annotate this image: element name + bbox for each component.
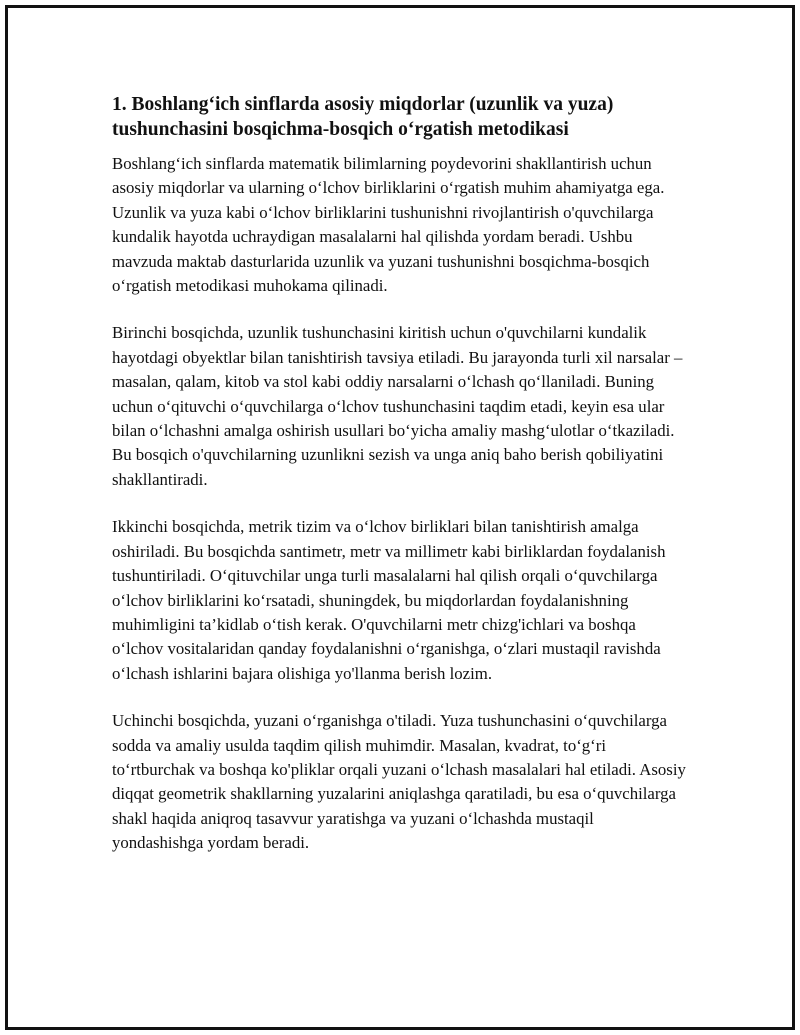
- paragraph-intro: Boshlang‘ich sinflarda matematik bilimlarning poydevorini shakllantirish uchun asosiy miqdorlar va ularning o‘lchov birliklarini o‘rgatish muhim ahamiyatga ega. Uzunlik va yuza kabi o‘lchov birliklarini tushunishni rivojlantirish o'quvchilarga kundalik hayotda uchraydigan masalalarni hal qilishda yordam beradi. Ushbu mavzuda maktab dasturlarida uzunlik va yuzani tushunishni bosqichma-bosqich o‘rgatish metodikasi muhokama qilinadi.: [112, 154, 665, 296]
- document-body: [112, 92, 687, 879]
- section-title: 1. Boshlang‘ich sinflarda asosiy miqdorlar (uzunlik va yuza) tushunchasini bosqichma-bosqich o‘rgatish metodikasi: [112, 94, 614, 140]
- paragraph-stage-one: Birinchi bosqichda, uzunlik tushunchasini kiritish uchun o'quvchilarni kundalik hayotdagi obyektlar bilan tanishtirish tavsiya etiladi. Bu jarayonda turli xil narsalar – masalan, qalam, kitob va stol kabi oddiy narsalarni o‘lchash qo‘llaniladi. Buning uchun o‘qituvchi o‘quvchilarga o‘lchov tushunchasini taqdim etadi, keyin esa ular bilan o‘lchashni amalga oshirish usullari bo‘yicha amaliy mashg‘ulotlar o‘tkaziladi. Bu bosqich o'quvchilarning uzunlikni sezish va unga aniq baho berish qobiliyatini shakllantiradi.: [112, 323, 683, 489]
- paragraph-stage-two: Ikkinchi bosqichda, metrik tizim va o‘lchov birliklari bilan tanishtirish amalga oshiriladi. Bu bosqichda santimetr, metr va millimetr kabi birliklardan foydalanish tushuntiriladi. O‘qituvchilar unga turli masalalarni hal qilish orqali o‘quvchilarga o‘lchov birliklarini ko‘rsatadi, shuningdek, bu miqdorlardan foydalanishning muhimligini ta’kidlab o‘tish kerak. O'quvchilarni metr chizg'ichlari va boshqa o‘lchov vositalaridan qanday foydalanishni o‘rganishga, o‘zlari mustaqil ravishda o‘lchash ishlarini bajara olishiga yo'llanma berish lozim.: [112, 517, 666, 683]
- paragraph-stage-three: Uchinchi bosqichda, yuzani o‘rganishga o'tiladi. Yuza tushunchasini o‘quvchilarga sodda va amaliy usulda taqdim qilish muhimdir. Masalan, kvadrat, to‘g‘ri to‘rtburchak va boshqa ko'pliklar orqali yuzani o‘lchash masalalari hal etiladi. Asosiy diqqat geometrik shakllarning yuzalarini aniqlashga qaratiladi, bu esa o‘quvchilarga shakl haqida aniqroq tasavvur yaratishga va yuzani o‘lchashda mustaqil yondashishga yordam beradi.: [112, 711, 686, 853]
